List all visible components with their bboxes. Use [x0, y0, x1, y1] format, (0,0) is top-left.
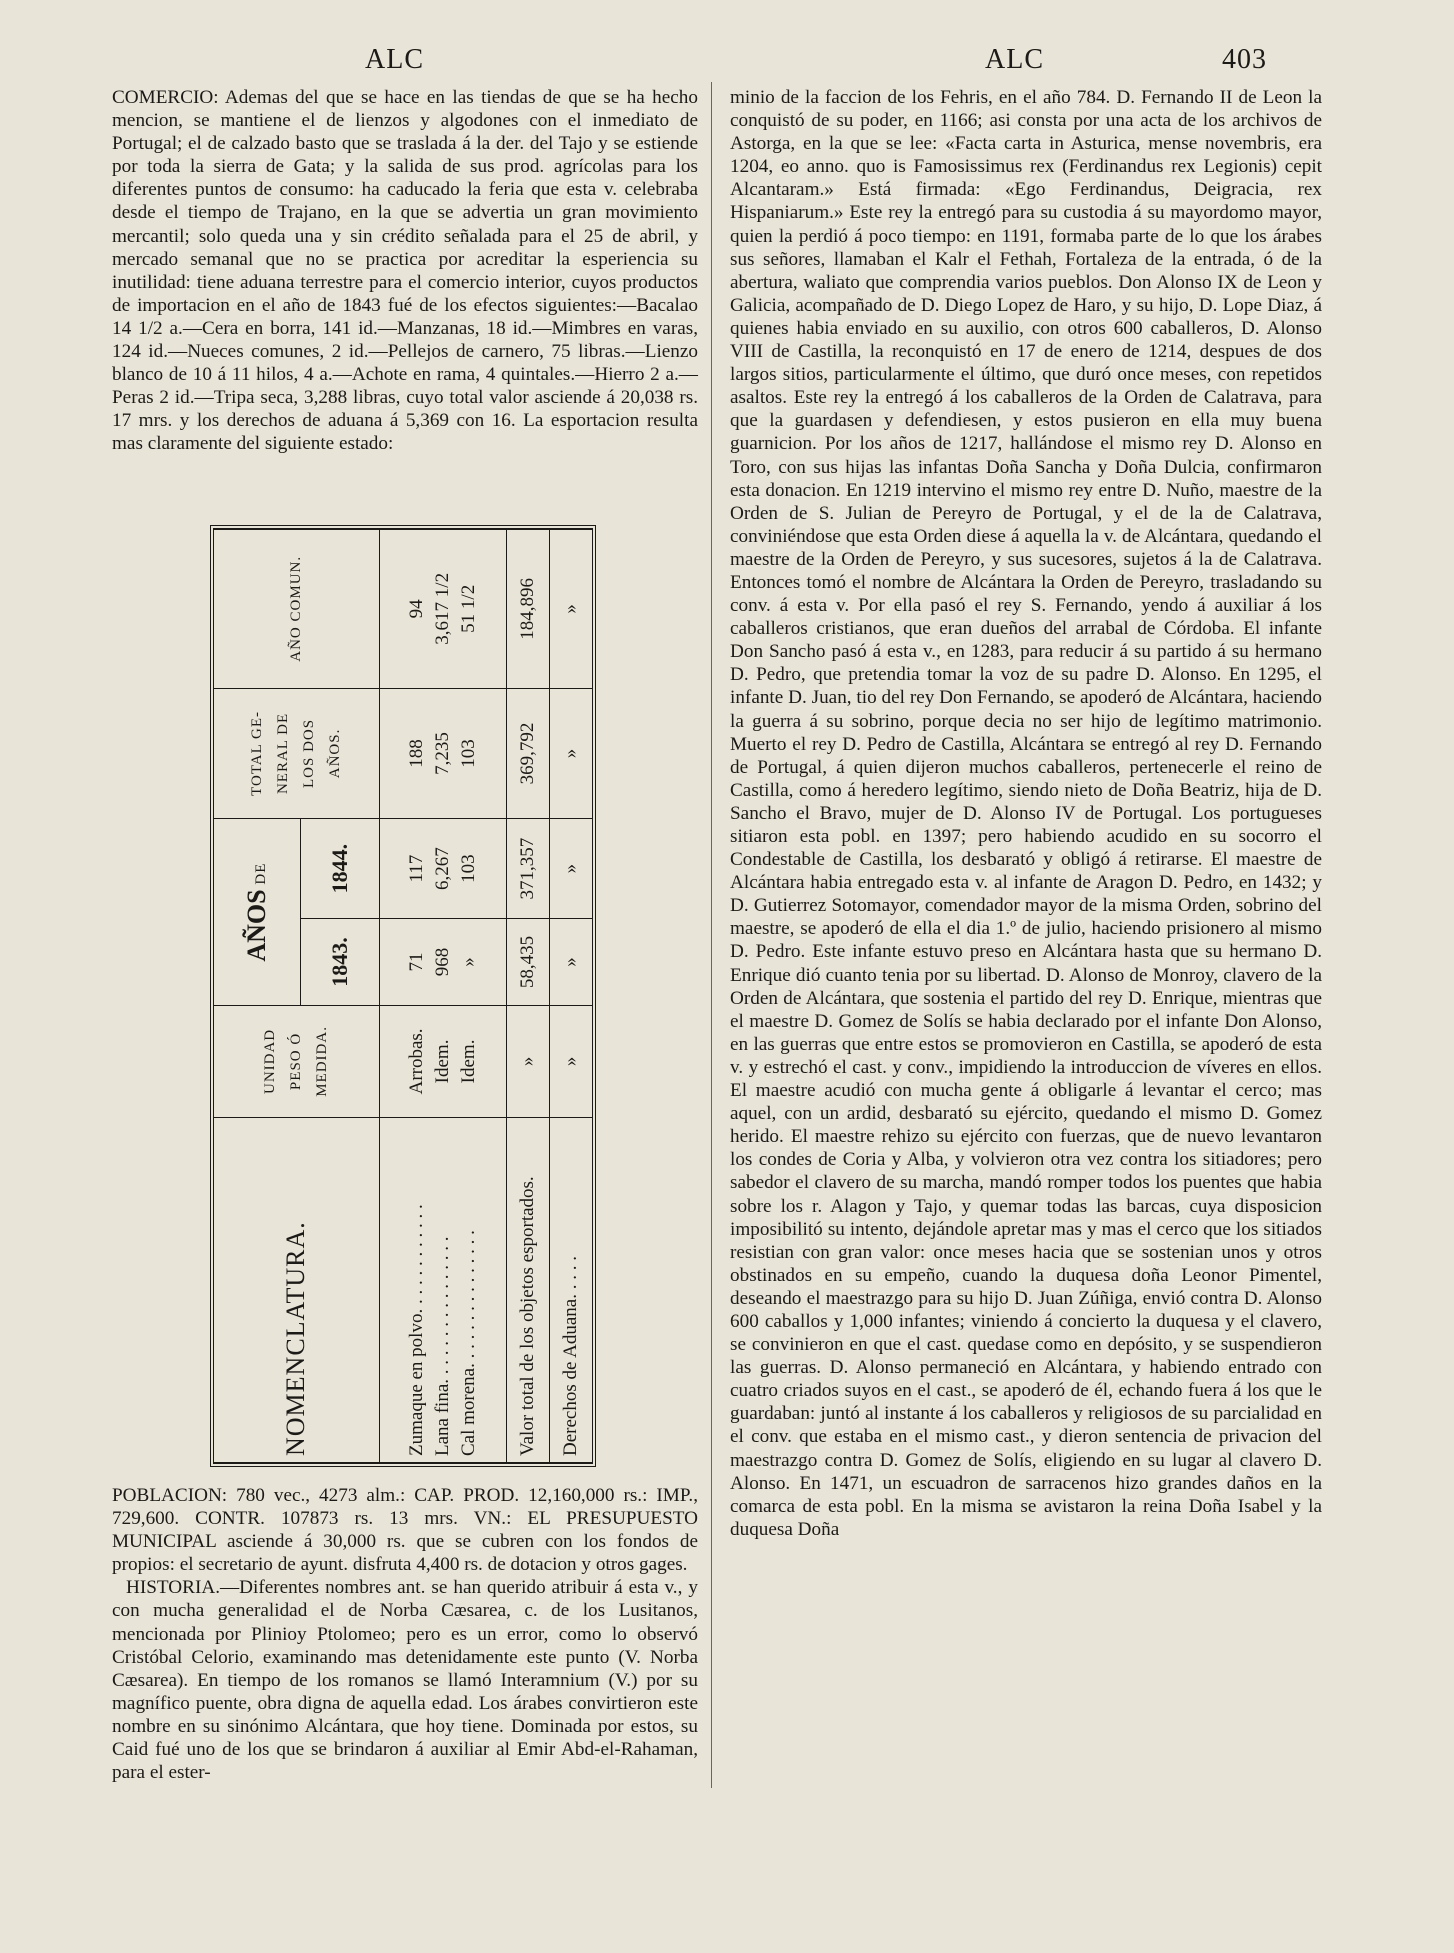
col-header-1843: 1843. — [301, 918, 379, 1005]
left-column-bottom — [112, 1484, 698, 1784]
paragraph-historia: HISTORIA.—Diferentes nombres ant. se han querido atribuir á esta v., y con mucha generalidad el de Norba Cæsarea, c. de los Lusitanos, mencionada por Plinioy Ptolomeo; pero es un error, como lo observó Cristóbal Celorio, examinando mas detenidamente este punto (V. Norba Cæsarea). En tiempo de los romanos se llamó Interamnium (V.) por su magnífico puente, obra digna de aquella edad. Los árabes convirtieron este nombre en su sinónimo Alcántara, que hoy tiene. Dominada por estos, su Caid fué uno de los que se brindaron á auxiliar al Emir Abd-el-Rahaman, para el ester- — [112, 1577, 698, 1784]
unit-zumaque: Arrobas. — [405, 1028, 427, 1095]
page-number: 403 — [1222, 44, 1267, 75]
col-header-total — [214, 688, 379, 819]
total-zumaque: 188 — [405, 739, 427, 768]
paragraph-right: minio de la faccion de los Fehris, en el año 784. D. Fernando II de Leon la conquistó de su poder, en 1166; asi consta por una acta de los archivos de Astorga, en la que se lee: «Facta carta in Asturica, mense novembris, era 1204, eo anno. quo is Famosissimus rex (Ferdinandus rex Legionis) cepit Alcantaram.» Está firmada: «Ego Ferdinandus, Deigracia, rex Hispaniarum.» Este rey la entregó para su custodia á su mayordomo mayor, quien la perdió á poco tiempo: en 1191, formaba parte de lo que los árabes sus señores, llamaban el Kalr el Fethah, Fortaleza de la entrada, ó de la abertura, waliato que comprendia varios pueblos. Don Alonso IX de Leon y Galicia, acompañado de D. Diego Lopez de Haro, y su hijo, D. Lope Diaz, á quienes habia enviado en su auxilio, con otros 600 caballeros, D. Alonso VIII de Castilla, la reconquistó en 17 de enero de 1214, despues de dos largos sitios, particularmente el último, que duró once meses, con repetidos asaltos. Este rey la entregó á los caballeros de la Orden de Calatrava, para que la guardasen y defendiesen, y estos pusieron en ella muy buena guarnicion. Por los años de 1217, hallándose el mismo rey D. Alonso en Toro, con sus hijas las infantas Doña Sancha y Doña Dulcia, confirmaron esta donacion. En 1219 intervino el mismo rey entre D. Nuño, maestre de la Orden de S. Julian de Pereyro de Portugal, y el de la de Calatrava, conviniéndose que esta Orden diese á aquella la v. de Alcántara, quedando el maestre de la Orden de Pereyro, y sus sucesores, sujetos á la de Calatrava. Entonces tomó el nombre de Alcántara la Orden de Pereyro, trasladando su conv. á esta v. Por ella pasó el rey S. Fernando, yendo á auxiliar á los caballeros cristianos, que eran dueños del arrabal de Córdoba. El infante Don Sancho pasó á esta v., en 1283, para reducir á su partido á su hermano D. Pedro, que pretendia tomar la voz de su padre D. Alonso. En 1295, el infante D. Juan, tio del rey Don Fernando, se apoderó de Alcántara, haciendo la guerra á su sobrino, porque decia no ser hijo de legítimo matrimonio. Muerto el rey D. Pedro de Castilla, Alcántara se entregó al rey D. Fernando de Portugal, á quien dijeron muchos caballeros, pertenecerle el reino de Castilla, como á heredero legítimo, siendo nieto de Doña Beatriz, hija de D. Sancho el Bravo, mujer de D. Alonso IV de Portugal. Los portugueses sitiaron esta pobl. en 1397; pero habiendo acudido en su socorro el Condestable de Castilla, los desbarató y obligó á retirarse. El maestre de Alcántara habia entregado esta v. al infante de Aragon D. Pedro, en 1432; y D. Gutierrez Sotomayor, comendador mayor de la misma Orden, sobrino del maestre, se apoderó de ella el dia 1.º de julio, haciendo prisionero al mismo D. Pedro. Este infante estuvo preso en Alcántara hasta que su hermano D. Enrique dió cuanto tenia por su libertad. D. Alonso de Monroy, clavero de la Orden de Alcántara, que sostenia el partido del rey D. Enrique, mientras que el maestre D. Gomez de Solís se habia declarado por el infante Don Alonso, en las guerras que entre estos se promovieron en Castilla, se apoderó de esta v. y estrechó el cast. y conv., impidiendo la introduccion de víveres en ellos. El maestre acudió con mucha gente á obligarle á levantar el cerco; mas aquel, con un ardid, desbarató su ejército, quedando el mismo D. Gomez herido. El maestre rehizo su ejército con fuerzas, que de nuevo levantaron los condes de Coria y Alba, y volvieron otra vez contra los sitiadores; pero sabedor el clavero de su marcha, mandó romper todos los puentes que habia sobre los r. Alagon y Tajo, y quemar todas las barcas, cuya disposicion imposibilitó su intento, dejándole apretar mas y mas el cerco que los sitiados resistian con gran valor: once meses hacia que se sostenian unos y otros obstinados en su empeño, cuando la duquesa doña Leonor Pimentel, deseando el maestrazgo para su hijo D. Juan Zúñiga, envió contra D. Alonso 600 caballos y 1,000 infantes; viniendo á concierto la duquesa y el clavero, se convinieron en que el cast. quedase como en depósito, y se suspendieron las guerras. D. Alonso permaneció en Alcántara, y habiendo entrado con cuatro criados suyos en el cast., se apoderó de él, echando fuera á los que le guardaban: juntó al instante á los caballeros y religiosos de su parcialidad en el conv. que estaba en el mismo cast., y dieron sentencia de privacion del maestrazgo contra D. Gomez de Solís, eligiendo en su lugar al clavero D. Alonso. En 1471, un escuadron de sarracenos hizo grandes daños en la comarca de esta pobl. En la misma se avistaron la reina Doña Isabel y la duquesa Doña — [730, 87, 1322, 1540]
row-name-lana: Lana fina. . . . . . . . . . . . . . . . — [431, 1236, 453, 1456]
y1843-cal: » — [457, 957, 479, 967]
comun-lana: 3,617 1/2 — [431, 572, 453, 645]
col-header-anos — [214, 819, 301, 1006]
total-cal: 103 — [457, 739, 479, 768]
valor-label: Valor total de los objetos esportados. — [506, 1117, 549, 1462]
col-header-comun: AÑO COMUN. — [214, 530, 379, 689]
y1843-zumaque: 71 — [405, 952, 427, 972]
comun-cal: 51 1/2 — [457, 584, 479, 633]
row-1843 — [379, 918, 506, 1005]
table-row — [506, 530, 549, 1463]
table-row — [379, 530, 506, 1463]
comun-zumaque: 94 — [405, 599, 427, 619]
col-header-unidad — [214, 1006, 379, 1118]
column-divider — [711, 82, 712, 1788]
valor-1843: 58,435 — [506, 918, 549, 1005]
unidad-line-1: UNIDAD — [262, 1028, 279, 1095]
left-column-top — [112, 86, 698, 456]
row-total — [379, 688, 506, 819]
valor-1844: 371,357 — [506, 819, 549, 919]
y1844-lana: 6,267 — [431, 847, 453, 890]
running-header-right: ALC — [985, 44, 1044, 75]
col-header-1844: 1844. — [301, 819, 379, 919]
col-header-nomenclatura: NOMENCLATURA. — [214, 1117, 379, 1462]
derechos-label: Derechos de Aduana. . . . . — [549, 1117, 592, 1462]
total-line-3: LOS DOS — [301, 718, 318, 788]
total-lana: 7,235 — [431, 732, 453, 775]
paragraph-comercio: COMERCIO: Ademas del que se hace en las tiendas de que se ha hecho mencion, se mantiene el de lienzos y algodones con el inmediato de Portugal; el de calzado basto que se traslada á la der. del Tajo y se estiende por toda la sierra de Gata; y la salida de sus prod. agrícolas para los diferentes puntos de consumo: ha caducado la feria que esta v. celebraba desde el tiempo de Trajano, en la que se advertia un gran movimiento mercantil; solo queda una y sin crédito señalada para el 25 de abril, y mercado semanal que no se practica por acreditar la esperiencia su inutilidad: tiene aduana terrestre para el comercio interior, cuyos productos de importacion en el año de 1843 fué de los efectos siguientes:—Bacalao 14 1/2 a.—Cera en borra, 141 id.—Manzanas, 18 id.—Mimbres en varas, 124 id.—Nueces comunes, 2 id.—Pellejos de carnero, 75 libras.—Lienzo blanco de 10 á 11 hilos, 4 a.—Achote en rama, 4 quintales.—Hierro 2 a.—Peras 2 id.—Tripa seca, 3,288 libras, cuyo total valor asciende á 20,038 rs. 17 mrs. y los derechos de aduana á 5,369 con 16. La esportacion resulta mas claramente del siguiente estado: — [112, 87, 698, 455]
total-line-1: TOTAL GE- — [249, 711, 266, 796]
unidad-line-2: PESO Ó — [288, 1032, 305, 1091]
right-column — [730, 86, 1322, 1541]
de-label: DE — [253, 862, 270, 885]
row-names — [379, 1117, 506, 1462]
derechos-total: » — [549, 688, 592, 819]
paragraph-poblacion: POBLACION: 780 vec., 4273 alm.: CAP. PROD. 12,160,000 rs.: IMP., 729,600. CONTR. 107873 rs. 13 mrs. VN.: EL PRESUPUESTO MUNICIPAL asciende á 30,000 rs. que se cubren con los fondos de propios: el secretario de ayunt. disfruta 4,400 rs. de dotacion y otros gages. — [112, 1485, 698, 1576]
row-units — [379, 1006, 506, 1118]
y1844-zumaque: 117 — [405, 854, 427, 883]
unit-cal: Idem. — [457, 1039, 479, 1084]
valor-comun: 184,896 — [506, 530, 549, 689]
unit-lana: Idem. — [431, 1039, 453, 1084]
running-header-left: ALC — [365, 44, 424, 75]
total-line-4: AÑOS. — [327, 728, 344, 779]
y1844-cal: 103 — [457, 854, 479, 883]
y1843-lana: 968 — [431, 947, 453, 977]
row-comun — [379, 530, 506, 689]
row-name-zumaque: Zumaque en polvo. . . . . . . . . . . . — [405, 1204, 427, 1456]
valor-unit: » — [506, 1006, 549, 1118]
total-line-2: NERAL DE — [275, 712, 292, 795]
export-table — [210, 525, 596, 1467]
unidad-line-3: MEDIDA. — [314, 1026, 331, 1097]
derechos-1843: » — [549, 918, 592, 1005]
anos-label: AÑOS — [242, 889, 272, 962]
table-row — [549, 530, 592, 1463]
row-1844 — [379, 819, 506, 919]
row-name-cal: Cal morena. . . . . . . . . . . . . . . — [457, 1230, 479, 1456]
derechos-unit: » — [549, 1006, 592, 1118]
derechos-1844: » — [549, 819, 592, 919]
derechos-comun: » — [549, 530, 592, 689]
valor-total: 369,792 — [506, 688, 549, 819]
export-table-frame — [210, 525, 596, 1467]
